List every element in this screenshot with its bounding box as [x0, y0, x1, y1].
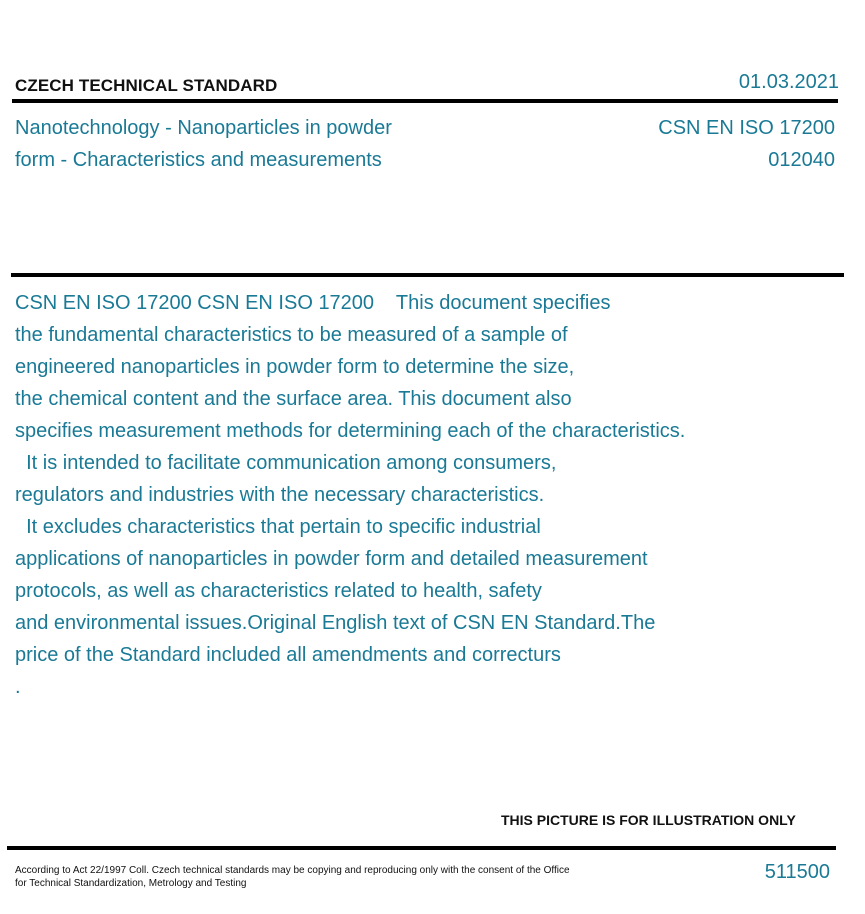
publication-date: 01.03.2021: [738, 71, 839, 93]
header-rule: [12, 99, 838, 103]
abstract-line: specifies measurement methods for determining each of the characteristics.: [15, 420, 686, 442]
footer-rule: [7, 846, 836, 850]
standard-type-label: CZECH TECHNICAL STANDARD: [15, 76, 278, 95]
legal-line: According to Act 22/1997 Coll. Czech technical standards may be copying and reproducing only with the consent of the Office: [15, 865, 570, 876]
illustration-note: THIS PICTURE IS FOR ILLUSTRATION ONLY: [501, 812, 796, 828]
legal-line: for Technical Standardization, Metrology and Testing: [15, 878, 247, 889]
abstract-line: the chemical content and the surface area. This document also: [15, 388, 572, 410]
standard-number: CSN EN ISO 17200: [658, 117, 835, 139]
abstract-text: [15, 287, 815, 703]
abstract-line: It is intended to facilitate communication among consumers,: [15, 452, 557, 474]
title-line-1: Nanotechnology - Nanoparticles in powder: [15, 117, 392, 139]
abstract-line: applications of nanoparticles in powder form and detailed measurement: [15, 548, 648, 570]
catalog-number: 511500: [764, 861, 830, 883]
abstract-line: price of the Standard included all amendments and correcturs: [15, 644, 561, 666]
legal-notice: [15, 864, 570, 890]
abstract-line: .: [15, 676, 21, 698]
abstract-line: CSN EN ISO 17200 CSN EN ISO 17200 This document specifies: [15, 292, 611, 314]
abstract-line: the fundamental characteristics to be measured of a sample of: [15, 324, 568, 346]
section-rule: [11, 273, 844, 277]
abstract-line: and environmental issues.Original English text of CSN EN Standard.The: [15, 612, 656, 634]
abstract-line: protocols, as well as characteristics related to health, safety: [15, 580, 542, 602]
abstract-line: engineered nanoparticles in powder form to determine the size,: [15, 356, 575, 378]
abstract-line: It excludes characteristics that pertain to specific industrial: [15, 516, 541, 538]
classification-code: 012040: [768, 149, 835, 171]
abstract-line: regulators and industries with the necessary characteristics.: [15, 484, 545, 506]
title-line-2: form - Characteristics and measurements: [15, 149, 382, 171]
